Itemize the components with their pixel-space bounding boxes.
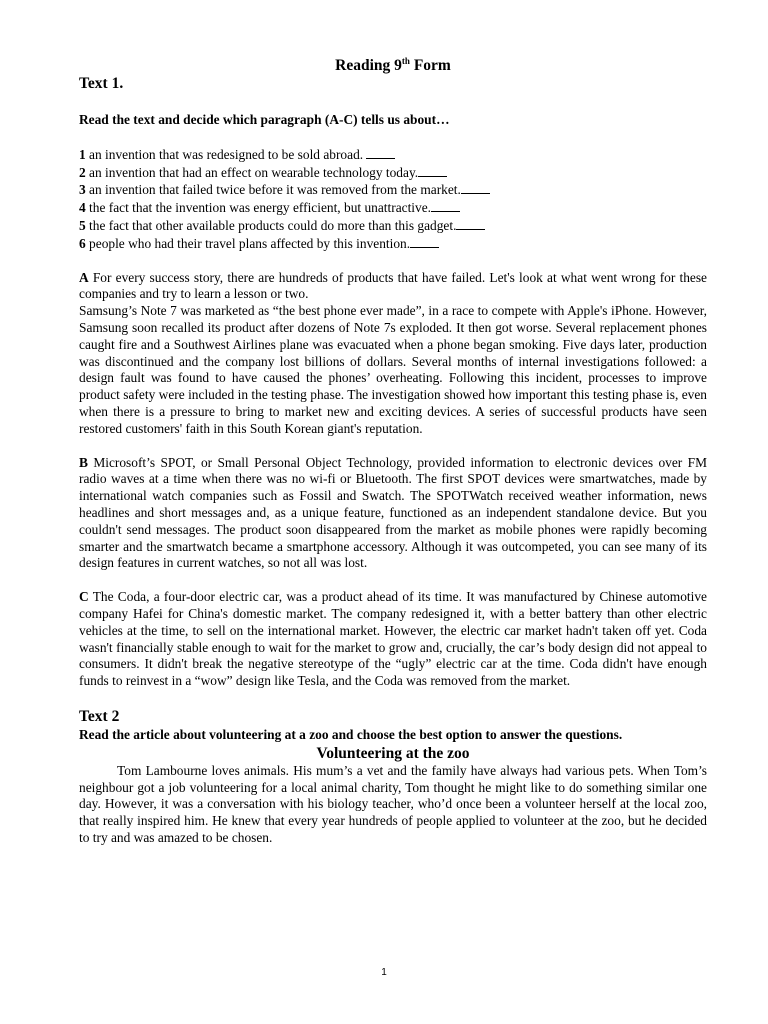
text1-heading: Text 1.: [79, 75, 124, 92]
article-body: Tom Lambourne loves animals. His mum’s a vet and the family have always had various pets. When Tom’s neighbour got a job volunteering for a local animal charity, Tom thought he might like to do something similar one day. However, it was a conversation with his biology teacher, who’d once been a volunteer herself at the local zoo, that really inspired him. He knew that every year hundreds of people applied to volunteer at the zoo, but he decided to try and was amazed to be chosen.: [79, 762, 707, 845]
answer-blank[interactable]: [410, 235, 439, 248]
paragraph-letter: C: [79, 589, 89, 605]
text2-heading: Text 2: [79, 707, 120, 725]
answer-blank[interactable]: [418, 164, 447, 177]
page-number: 1: [381, 967, 387, 978]
paragraph-letter: A: [79, 269, 89, 285]
paragraph-a: A For every success story, there are hundreds of products that have failed. Let's look at what went wrong for these companies and try to learn a lesson or two. Samsung’s Note 7 was marketed as “the best phone ever made”, in a race to compete with Apple's iPhone. However, Samsung soon recalled its product after dozens of Note 7s exploded. It then got worse. Several replacement phones caught fire and a Southwest Airlines plane was evacuated when a phone began smoking. Five days later, production was discontinued and the company lost billions of dollars. Several months of internal investigations followed: a design fault was found to have caused the phones’ overheating. Following this incident, processes to improve product safety were included in the testing phase. The investigation showed how important this testing phase is, even when there is a pressure to bring to market new and exciting devices. A series of successful products have seen restored customers' faith in this South Korean giant's reputation.: [79, 269, 707, 436]
question-item: 5 the fact that other available products could do more than this gadget.: [79, 217, 707, 235]
paragraph-b: B Microsoft’s SPOT, or Small Personal Object Technology, provided information to electronic devices over FM radio waves at a time when there was no wi-fi or Bluetooth. The first SPOT devices were smartwatches, made by international watch companies such as Fossil and Swatch. The SPOTWatch received weather information, news headlines and short messages and, as a unique feature, functioned as an independent standalone device. But you couldn't send messages. The product soon disappeared from the market as mobile phones were rapidly becoming smarter and the smartwatch became a smartphone accessory. Although it was outcompeted, you can see many of its design features in current watches, so not all was lost.: [79, 454, 707, 571]
answer-blank[interactable]: [366, 146, 395, 159]
question-item: 2 an invention that had an effect on wearable technology today.: [79, 164, 707, 182]
question-item: 1 an invention that was redesigned to be sold abroad.: [79, 146, 707, 164]
question-list: [79, 146, 707, 253]
document-page: [79, 56, 707, 847]
title-main: Reading 9: [335, 57, 402, 74]
article-title: Volunteering at the zoo: [316, 744, 470, 762]
answer-blank[interactable]: [456, 217, 485, 230]
question-item: 4 the fact that the invention was energy efficient, but unattractive.: [79, 199, 707, 217]
text1-instruction: Read the text and decide which paragraph (A-C) tells us about…: [79, 112, 450, 127]
paragraph-c: C The Coda, a four-door electric car, was a product ahead of its time. It was manufactured by Chinese automotive company Hafei for China's domestic market. The company redesigned it, with a better battery than other electric vehicles at the time, to sell on the international market. However, the electric car market hadn't taken off yet. Coda wasn't financially stable enough to wait for the market to grow and, crucially, the car’s body design did not appeal to consumers. It didn't break the negative stereotype of the “ugly” electric car at the time. Coda didn't have enough funds to reinvest in a “wow” design like Tesla, and the Coda was removed from the market.: [79, 589, 707, 689]
answer-blank[interactable]: [461, 181, 490, 194]
text2-instruction: Read the article about volunteering at a zoo and choose the best option to answer the questions.: [79, 726, 623, 742]
question-item: 6 people who had their travel plans affected by this invention.: [79, 235, 707, 253]
paragraph-letter: B: [79, 454, 88, 470]
question-item: 3 an invention that failed twice before it was removed from the market.: [79, 181, 707, 199]
title-superscript: th: [401, 56, 410, 66]
page-title: [79, 56, 707, 76]
answer-blank[interactable]: [431, 199, 460, 212]
title-rest: Form: [409, 57, 451, 74]
